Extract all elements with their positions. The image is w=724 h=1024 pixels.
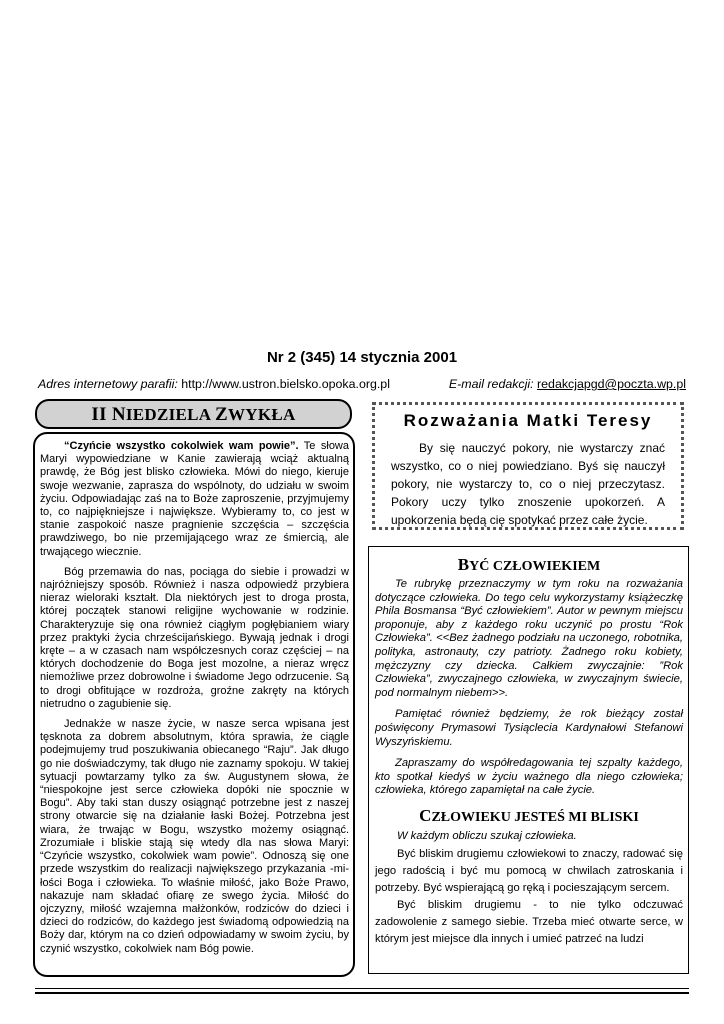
footer-rule — [35, 992, 689, 994]
section-title-byc-czlowiekiem: BYĆ CZŁOWIEKIEM — [457, 555, 601, 574]
address-url[interactable]: http://www.ustron.bielsko.opoka.org.pl — [181, 377, 390, 391]
parish-address — [38, 377, 390, 391]
footer-rule — [35, 988, 689, 989]
section-paragraph: Zapraszamy do współredagowania tej szpalty każdego, kto spotkał kiedyś w życiu ważnego dla niego człowieka; człowieka, którego zapamiętał na całe życie. — [375, 757, 683, 797]
mother-teresa-title: Rozważania Matki Teresy — [403, 411, 653, 430]
sunday-title: II NIEDZIELA ZWYKŁA — [35, 399, 352, 429]
article-paragraph: Bóg przemawia do nas, pociąga do siebie i prowadzi w najróżniejszy sposób. Również i nasza odpowiedź przybiera nieraz wieloraki kształt. Dla niektórych jest to droga prosta, której początek stanowi religijne wychowanie w rodzinie. Charakteryzuje się ona również ciągłym pogłębianiem wiary przez praktyki życia chrześcijańskiego. Bywają jednak i drogi kręte – a w czasach nam współczesnych coraz częściej – na których dochodzenie do Boga jest mozolne, a nieraz wręcz niemożliwe przez dobrowolne i świadome Jego odrzucenie. Są to drogi obfitujące w rozdroża, groźne zakręty na których nietrudno o zagubienie się. — [40, 565, 349, 710]
mother-teresa-box — [372, 402, 684, 530]
issue-title: Nr 2 (345) 14 stycznia 2001 — [266, 349, 458, 366]
section-paragraph: Te rubrykę przeznaczymy w tym roku na rozważania dotyczące człowieka. Do tego celu wykorzystamy książeczkę Phila Bosmansa “Być człowiekiem”. Autor w pewnym miejscu proponuje, aby z każdego roku uczynić po prostu “Rok Człowieka”. <<Bez żadnego podziału na uczonego, robotnika, polityka, astronauty, czy patrioty. Żadnego roku kobiety, mężczyzny czy dziecka. Całkiem zwyczajnie: ”Rok Człowieka”, zwyczajnego człowieka, w zwyczajnym świecie, pod normalnym niebem>>. — [375, 578, 683, 699]
mother-teresa-text: By się nauczyć pokory, nie wystarczy znać wszystko, co o niej powiedziano. Byś się nauczył pokory, nie wystarczy to, co o niej przeczytasz. Pokory uczy tylko znoszenie upokorzeń. A upokorzenia będą cię spotykać przez całe życie. — [391, 441, 665, 527]
address-line — [38, 377, 686, 391]
section-title-czlowieku-jestes: CZŁOWIEKU JESTEŚ MI BLISKI — [419, 805, 639, 825]
section-paragraph: Być bliskim drugiemu człowiekowi to znaczy, radować się jego radością i być mu pomocą w chwilach zatroskania i potrzeby. Być wspierającą go ręką i pocieszającym sercem. — [375, 847, 683, 894]
address-label: Adres internetowy parafii: — [38, 377, 178, 391]
section-paragraph: Pamiętać również będziemy, że rok bieżący został poświęcony Prymasowi Tysiąclecia Kardynałowi Stefanowi Wyszyńskiemu. — [375, 708, 683, 748]
email-label: E-mail redakcji: — [448, 377, 534, 391]
article-paragraph: Jednakże w nasze życie, w nasze serca wpisana jest tęsknota za dobrem absolutnym, która sprawia, że ciągle podejmujemy trud poszukiwania obiecanego “Raju”. Jak długo go nie doświadczymy, tak długo nie zaznamy spokoju. W takiej sytuacji powtarzamy tylko za św. Augustynem słowa, że “niespokojne jest serce człowieka dopóki nie spocznie w Bogu”. Aby taki stan duszy osiągnąć potrzebne jest z naszej strony otwarcie się na działanie łaski Bożej. Potrzebna jest wiara, że trwając w Bogu, wszystko możemy osiągnąć. Zrozumiałe i bliskie stają się wtedy dla nas słowa Maryi: “Czyńcie wszystko, cokolwiek wam powie”. Odnoszą się one przede wszystkim do realizacji największego przykazania -mi-łości Boga i człowieka. To właśnie miłość, jako Boże Prawo, nakazuje nam składać ofiarę ze swego życia. Miłość do ojczyzny, miłość wzajemna małżonków, rodziców do dzieci i dzieci do rodziców, do każdego jest świadomą odpowiedzią na Boży dar, którym na co dzień odpowiadamy w swoim życiu, by czynić wszystko, cokolwiek nam Bóg powie. — [40, 718, 349, 955]
article-paragraph: “Czyńcie wszystko cokolwiek wam powie”. Te słowa Maryi wypowiedziane w Kanie zawierają wciąż aktualną prawdę, że Bóg jest blisko człowieka. Mówi do niego, kieruje swoje wezwanie, zaprasza do wspólnoty, do udziału w swoim życiu. Odpowiadając zaś na to Boże zaproszenie, przyjmujemy to, co najpiękniejsze i największe. Wybieramy to, co jest w stanie zaspokoić nasze pragnienie szczęścia – szczęścia prawdziwego, bo nie przemijającego wraz ze śmiercią, ale trwającego wiecznie. — [40, 440, 349, 558]
email-link[interactable]: redakcjapgd@poczta.wp.pl — [537, 377, 686, 391]
editorial-email — [449, 377, 686, 391]
section-subtitle: W każdym obliczu szukaj człowieka. — [397, 829, 577, 842]
section-paragraph: Być bliskim drugiemu - to nie tylko odczuwać zadowolenie z samego siebie. Trzeba mieć otwarte serce, w którym jest miejsce dla innych i umieć patrzeć na ludzi — [375, 898, 683, 945]
human-column — [368, 546, 689, 974]
sunday-article — [33, 432, 355, 977]
